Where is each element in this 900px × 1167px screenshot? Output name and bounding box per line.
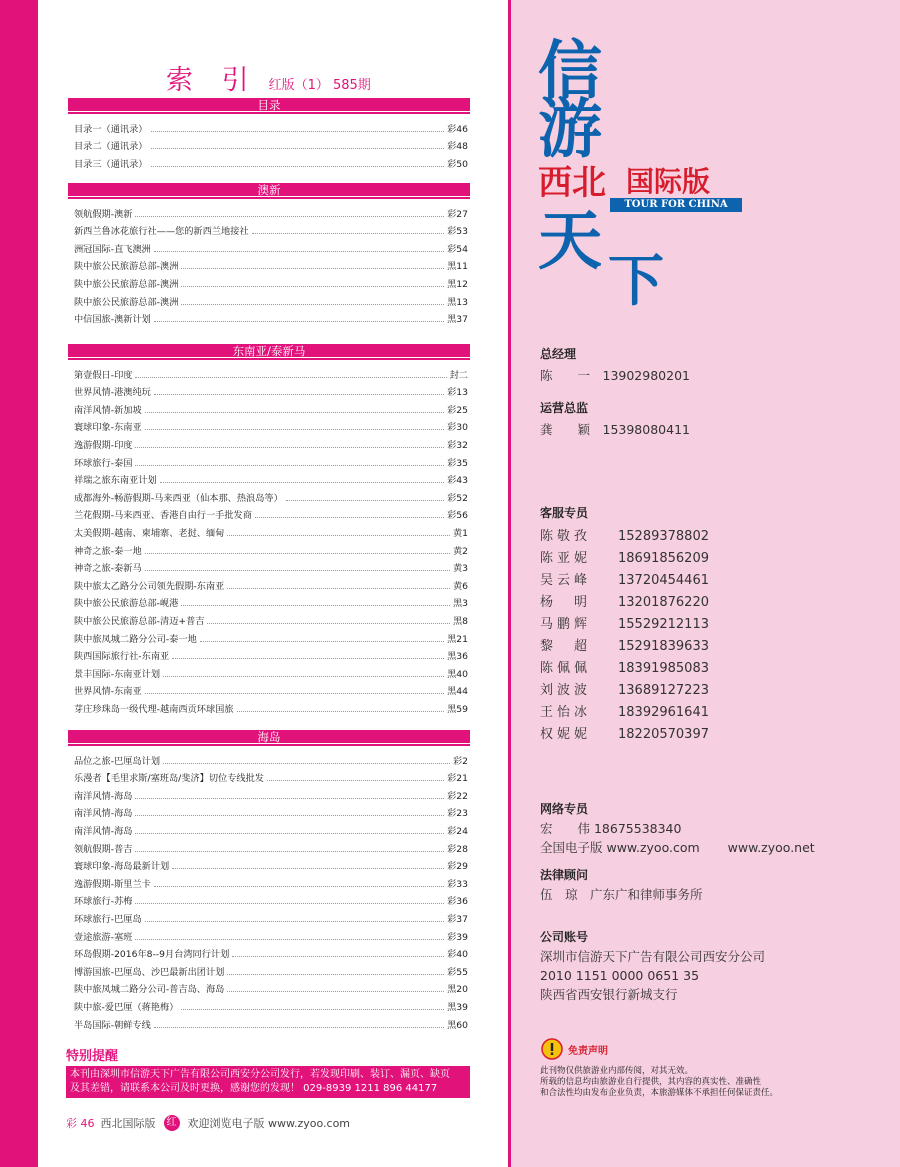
contact-name: 黎 超	[540, 639, 592, 654]
entry-page: 黑20	[447, 984, 468, 996]
index-entry[interactable]	[68, 469, 470, 487]
contact-name: 杨 明	[540, 595, 592, 610]
company-account	[540, 928, 765, 1004]
index-entry[interactable]	[68, 433, 470, 451]
contact-phone: 15289378802	[618, 529, 709, 544]
index-title: 索 引	[166, 65, 259, 96]
index-entry[interactable]	[68, 925, 470, 943]
notice-line: 本刊由深圳市信游天下广告有限公司西安分公司发行，若发现印刷、装订、漏页、缺页	[70, 1069, 450, 1080]
dot-leader	[151, 148, 445, 149]
service-contact	[540, 592, 709, 614]
entry-page: 彩32	[447, 439, 468, 451]
entry-page: 彩53	[447, 226, 468, 238]
section-heading: 海岛	[68, 730, 470, 744]
entry-name: 寰球印象-海岛最新计划	[74, 861, 170, 873]
index-entry[interactable]	[68, 416, 470, 434]
entry-page: 彩25	[447, 404, 468, 416]
entry-name: 陕中旅公民旅游总部-澳洲	[74, 278, 179, 290]
contact-name: 陈佩佩	[540, 661, 592, 676]
index-entry[interactable]	[68, 784, 470, 802]
contact-phone: 18391985083	[618, 661, 709, 676]
dot-leader	[135, 377, 446, 378]
dot-leader	[267, 780, 444, 781]
contact-phone: 18691856209	[618, 551, 709, 566]
entry-name: 目录三（通讯录）	[74, 158, 148, 170]
index-entry[interactable]	[68, 960, 470, 978]
logo-xibei: 西北	[538, 163, 606, 203]
dot-leader	[145, 429, 444, 430]
dot-leader	[135, 903, 444, 904]
dot-leader	[145, 553, 450, 554]
index-entry[interactable]	[68, 680, 470, 698]
index-entry[interactable]	[68, 521, 470, 539]
dot-leader	[227, 535, 450, 536]
entry-page: 彩22	[447, 790, 468, 802]
entry-page: 彩28	[447, 843, 468, 855]
notice-line: 及其差错，请联系本公司及时更换，感谢您的发现！ 029-8939 1211 896 44177	[70, 1083, 438, 1094]
index-entry[interactable]	[68, 872, 470, 890]
entry-page: 黑36	[447, 651, 468, 663]
entry-name: 陕中旅公民旅游总部-岘港	[74, 598, 179, 610]
service-contact	[540, 636, 709, 658]
entry-page: 彩27	[447, 208, 468, 220]
entry-page: 彩29	[447, 861, 468, 873]
dot-leader	[163, 676, 444, 677]
index-entry[interactable]	[68, 855, 470, 873]
entry-page: 黑40	[447, 668, 468, 680]
dot-leader	[232, 956, 444, 957]
entry-name: 景丰国际-东南亚计划	[74, 668, 161, 680]
index-entry[interactable]	[68, 662, 470, 680]
entry-page: 彩43	[447, 475, 468, 487]
dot-leader	[154, 251, 444, 252]
entry-page: 彩40	[447, 949, 468, 961]
section-rule	[68, 358, 470, 360]
index-entry[interactable]	[68, 486, 470, 504]
entry-name: 陕中旅公民旅游总部-澳洲	[74, 296, 179, 308]
entry-name: 领航假期-普吉	[74, 843, 133, 855]
service-contact	[540, 702, 709, 724]
entry-name: 洲冠国际-直飞澳洲	[74, 243, 151, 255]
entry-name: 陕中旅-爱巴厘（蒋艳梅）	[74, 1001, 179, 1013]
disclaimer-title: 免责声明	[568, 1045, 608, 1057]
dot-leader	[154, 321, 444, 322]
entry-page: 黄1	[452, 527, 468, 539]
entry-page: 黑59	[447, 703, 468, 715]
entry-name: 南洋风情-新加坡	[74, 404, 142, 416]
index-section	[68, 183, 470, 325]
entry-page: 封二	[449, 369, 468, 381]
dot-leader	[286, 500, 444, 501]
entry-name: 第壹假日-印度	[74, 369, 133, 381]
contact-phone: 18392961641	[618, 705, 709, 720]
index-entry[interactable]	[68, 202, 470, 220]
contact-phone: 15529212113	[618, 617, 709, 632]
dot-leader	[172, 868, 444, 869]
account-name: 深圳市信游天下广告有限公司西安分公司	[540, 949, 766, 964]
entry-name: 芽庄珍珠岛一级代理-越南西贡环球国旅	[74, 703, 234, 715]
entry-name: 目录二（通讯录）	[74, 141, 148, 153]
entry-name: 陕中旅公民旅游总部-澳洲	[74, 261, 179, 273]
dot-leader	[135, 815, 444, 816]
entry-page: 彩37	[447, 913, 468, 925]
page-number: 彩 46	[66, 1117, 95, 1130]
index-entry[interactable]	[68, 609, 470, 627]
entry-name: 环岛假期-2016年8--9月台湾同行计划	[74, 949, 230, 961]
index-entry[interactable]	[68, 890, 470, 908]
index-entry[interactable]	[68, 451, 470, 469]
entry-name: 世界风情-港澳纯玩	[74, 387, 151, 399]
network-staff	[540, 800, 815, 857]
index-entry[interactable]	[68, 308, 470, 326]
index-section	[68, 730, 470, 1031]
entry-page: 黄3	[452, 563, 468, 575]
index-entry[interactable]	[68, 290, 470, 308]
dot-leader	[145, 570, 450, 571]
index-entry[interactable]	[68, 943, 470, 961]
gm-heading: 总经理	[540, 347, 577, 361]
left-accent-bar	[0, 0, 38, 1167]
disclaimer-header	[540, 1038, 608, 1060]
index-entry[interactable]	[68, 802, 470, 820]
special-notice-title: 特别提醒	[66, 1049, 119, 1064]
entry-page: 黑39	[447, 1001, 468, 1013]
dot-leader	[145, 693, 444, 694]
service-list	[540, 526, 709, 746]
entry-name: 南洋风情-海岛	[74, 825, 133, 837]
entry-page: 彩52	[447, 492, 468, 504]
contact-phone: 18220570397	[618, 727, 709, 742]
dot-leader	[154, 1027, 444, 1028]
section-heading: 目录	[68, 98, 470, 112]
contact-name: 吴云峰	[540, 573, 592, 588]
entry-page: 彩55	[447, 966, 468, 978]
dot-leader	[135, 851, 444, 852]
disclaimer-line: 和合法性均由发布企业负责，本旅游媒体不承担任何保证责任。	[540, 1088, 779, 1098]
contact-name: 陈亚妮	[540, 551, 592, 566]
network-sites	[540, 838, 815, 857]
ops-heading: 运营总监	[540, 401, 589, 415]
account-number: 2010 1151 0000 0651 35	[540, 968, 700, 983]
site-link[interactable]: 全国电子版 www.zyoo.com	[540, 840, 700, 855]
service-contact	[540, 548, 709, 570]
dot-leader	[181, 304, 444, 305]
logo-char: 信	[538, 35, 602, 109]
index-entry[interactable]	[68, 1013, 470, 1031]
entry-page: 彩24	[447, 825, 468, 837]
contact-name: 马鹏辉	[540, 617, 592, 632]
dot-leader	[135, 465, 444, 466]
warning-icon	[540, 1038, 564, 1060]
logo-char: 游	[538, 93, 602, 167]
account-heading: 公司账号	[540, 930, 589, 944]
entry-name: 成都海外-畅游假期-马来西亚（仙本那、热浪岛等）	[74, 492, 283, 504]
entry-page: 彩50	[447, 158, 468, 170]
contact-phone: 15291839633	[618, 639, 709, 654]
dot-leader	[227, 974, 444, 975]
index-section	[68, 98, 470, 170]
contact-phone: 13720454461	[618, 573, 709, 588]
entry-name: 南洋风情-海岛	[74, 808, 133, 820]
index-entry[interactable]	[68, 574, 470, 592]
dot-leader	[181, 1009, 444, 1010]
index-entry[interactable]	[68, 645, 470, 663]
edition-label: 西北国际版	[100, 1117, 156, 1130]
entry-name: 半岛国际-朝鲜专线	[74, 1019, 151, 1031]
section-rule	[68, 112, 470, 114]
dot-leader	[252, 233, 445, 234]
index-entry[interactable]	[68, 237, 470, 255]
entry-page: 黑8	[452, 615, 468, 627]
index-entry[interactable]	[68, 398, 470, 416]
account-bank: 陕西省西安银行新城支行	[540, 987, 678, 1002]
disclaimer-text	[540, 1066, 778, 1099]
entry-name: 环球旅行-苏梅	[74, 896, 133, 908]
dot-leader	[163, 763, 450, 764]
index-entry[interactable]	[68, 749, 470, 767]
disclaimer-line: 所载的信息均由旅游业自行提供，其内容的真实性、准确性	[540, 1077, 762, 1087]
index-entry[interactable]	[68, 627, 470, 645]
entry-page: 彩54	[447, 243, 468, 255]
index-subtitle: 红版（1） 585期	[268, 78, 371, 93]
index-entry[interactable]	[68, 220, 470, 238]
index-entry[interactable]	[68, 272, 470, 290]
entry-name: 环球旅行-巴厘岛	[74, 913, 142, 925]
entry-name: 逸游假期-斯里兰卡	[74, 878, 151, 890]
index-entry[interactable]	[68, 837, 470, 855]
entry-page: 黑12	[447, 278, 468, 290]
service-contact	[540, 570, 709, 592]
panel-divider	[508, 0, 511, 1167]
index-entry[interactable]	[68, 697, 470, 715]
entry-name: 陕中旅公民旅游总部-清迈+普吉	[74, 615, 205, 627]
entry-page: 彩33	[447, 878, 468, 890]
entry-page: 黑21	[447, 633, 468, 645]
service-contact	[540, 614, 709, 636]
contact-name: 刘波波	[540, 683, 592, 698]
entry-page: 黄2	[452, 545, 468, 557]
service-staff	[540, 504, 709, 746]
index-header	[166, 58, 371, 98]
dot-leader	[181, 605, 450, 606]
entry-page: 彩23	[447, 808, 468, 820]
entry-page: 彩48	[447, 141, 468, 153]
entry-name: 目录一（通讯录）	[74, 123, 148, 135]
contact-name: 王怡冰	[540, 705, 592, 720]
legal-advisor	[540, 866, 703, 904]
entry-name: 陕中旅太乙路分公司领先假期-东南亚	[74, 580, 225, 592]
index-entry[interactable]	[68, 363, 470, 381]
logo-edition: 国际版	[626, 165, 711, 198]
entry-page: 黑44	[447, 686, 468, 698]
entry-name: 太美假期-越南、柬埔寨、老挝、缅甸	[74, 527, 225, 539]
dot-leader	[227, 991, 444, 992]
dot-leader	[135, 939, 444, 940]
contact-phone: 13201876220	[618, 595, 709, 610]
entry-page: 彩46	[447, 123, 468, 135]
entry-name: 乐漫者【毛里求斯/塞班岛/斐济】切位专线批发	[74, 773, 264, 785]
index-entry[interactable]	[68, 978, 470, 996]
entry-page: 黑3	[452, 598, 468, 610]
entry-name: 新西兰鲁冰花旅行社——您的新西兰地接社	[74, 226, 249, 238]
gm-contact: 陈 一 13902980201	[540, 368, 690, 383]
entry-name: 兰花假期-马来西亚、香港自由行一手批发商	[74, 510, 252, 522]
entry-name: 南洋风情-海岛	[74, 790, 133, 802]
entry-name: 陕西国际旅行社-东南亚	[74, 651, 170, 663]
entry-page: 彩13	[447, 387, 468, 399]
entry-page: 彩39	[447, 931, 468, 943]
index-entry[interactable]	[68, 592, 470, 610]
section-heading: 东南亚/泰新马	[68, 344, 470, 358]
dot-leader	[151, 131, 445, 132]
dot-leader	[135, 216, 444, 217]
dot-leader	[237, 711, 445, 712]
service-contact	[540, 658, 709, 680]
index-entry[interactable]	[68, 557, 470, 575]
dot-leader	[145, 412, 444, 413]
index-entry[interactable]	[68, 117, 470, 135]
dot-leader	[160, 482, 444, 483]
footer-text[interactable]: 欢迎浏览电子版 www.zyoo.com	[187, 1117, 351, 1130]
legal-heading: 法律顾问	[540, 868, 589, 882]
entry-name: 逸游假期-印度	[74, 439, 133, 451]
contact-name: 陈敬孜	[540, 529, 592, 544]
contact-phone: 13689127223	[618, 683, 709, 698]
brand-logo	[538, 35, 748, 314]
entry-page: 彩56	[447, 510, 468, 522]
entry-page: 彩35	[447, 457, 468, 469]
entry-name: 中信国旅-澳新计划	[74, 314, 151, 326]
index-entry[interactable]	[68, 819, 470, 837]
contact-name: 权妮妮	[540, 727, 592, 742]
entry-name: 环球旅行-泰国	[74, 457, 133, 469]
entry-name: 神奇之旅-泰新马	[74, 563, 142, 575]
logo-char: 天	[538, 205, 602, 279]
index-entry[interactable]	[68, 907, 470, 925]
page-footer	[66, 1115, 350, 1131]
index-entry[interactable]	[68, 135, 470, 153]
entry-page: 彩36	[447, 896, 468, 908]
dot-leader	[181, 286, 444, 287]
entry-name: 寰球印象-东南亚	[74, 422, 142, 434]
index-entry[interactable]	[68, 152, 470, 170]
service-contact	[540, 526, 709, 548]
entry-name: 品位之旅-巴厘岛计划	[74, 755, 161, 767]
site-link[interactable]: www.zyoo.net	[727, 840, 815, 855]
entry-page: 黑13	[447, 296, 468, 308]
dot-leader	[151, 166, 445, 167]
service-contact	[540, 680, 709, 702]
index-entry[interactable]	[68, 767, 470, 785]
dot-leader	[135, 798, 444, 799]
entry-page: 黄6	[452, 580, 468, 592]
entry-name: 壹途旅游-塞班	[74, 931, 133, 943]
general-manager	[540, 345, 690, 385]
logo-tagline: TOUR FOR CHINA	[610, 198, 742, 212]
entry-name: 神奇之旅-泰一地	[74, 545, 142, 557]
section-heading: 澳新	[68, 183, 470, 197]
entry-page: 彩21	[447, 773, 468, 785]
ops-contact: 龚 颖 15398080411	[540, 422, 690, 437]
entry-name: 陕中旅凤城二路分公司-泰一地	[74, 633, 197, 645]
index-entry[interactable]	[68, 381, 470, 399]
index-section	[68, 344, 470, 715]
section-rule	[68, 197, 470, 199]
dot-leader	[135, 447, 444, 448]
service-contact	[540, 724, 709, 746]
entry-page: 黑60	[447, 1019, 468, 1031]
dot-leader	[154, 394, 444, 395]
dot-leader	[145, 921, 444, 922]
service-heading: 客服专员	[540, 506, 589, 520]
entry-page: 彩2	[452, 755, 468, 767]
entry-page: 黑11	[447, 261, 468, 273]
entry-page: 彩30	[447, 422, 468, 434]
network-heading: 网络专员	[540, 802, 589, 816]
entry-name: 祥瑞之旅东南亚计划	[74, 475, 157, 487]
edition-badge: 红	[164, 1115, 180, 1131]
disclaimer-line: 此刊物仅供旅游业内部传阅，对其无效。	[540, 1066, 694, 1076]
logo-char: 下	[608, 249, 664, 314]
entry-name: 领航假期-澳新	[74, 208, 133, 220]
special-notice-box	[66, 1066, 470, 1098]
index-entry[interactable]	[68, 255, 470, 273]
dot-leader	[207, 623, 450, 624]
entry-name: 博游国旅-巴厘岛、沙巴最新出团计划	[74, 966, 225, 978]
dot-leader	[227, 588, 450, 589]
dot-leader	[200, 641, 444, 642]
operations-director	[540, 399, 690, 439]
index-entry[interactable]	[68, 504, 470, 522]
section-rule	[68, 744, 470, 746]
dot-leader	[255, 517, 444, 518]
entry-name: 陕中旅凤城二路分公司-普吉岛、海岛	[74, 984, 225, 996]
entry-page: 黑37	[447, 314, 468, 326]
dot-leader	[154, 886, 444, 887]
dot-leader	[135, 833, 444, 834]
dot-leader	[181, 268, 444, 269]
network-contact: 宏 伟 18675538340	[540, 821, 682, 836]
entry-name: 世界风情-东南亚	[74, 686, 142, 698]
index-entry[interactable]	[68, 539, 470, 557]
legal-contact: 伍 琼 广东广和律师事务所	[540, 887, 703, 902]
dot-leader	[172, 658, 444, 659]
index-entry[interactable]	[68, 995, 470, 1013]
